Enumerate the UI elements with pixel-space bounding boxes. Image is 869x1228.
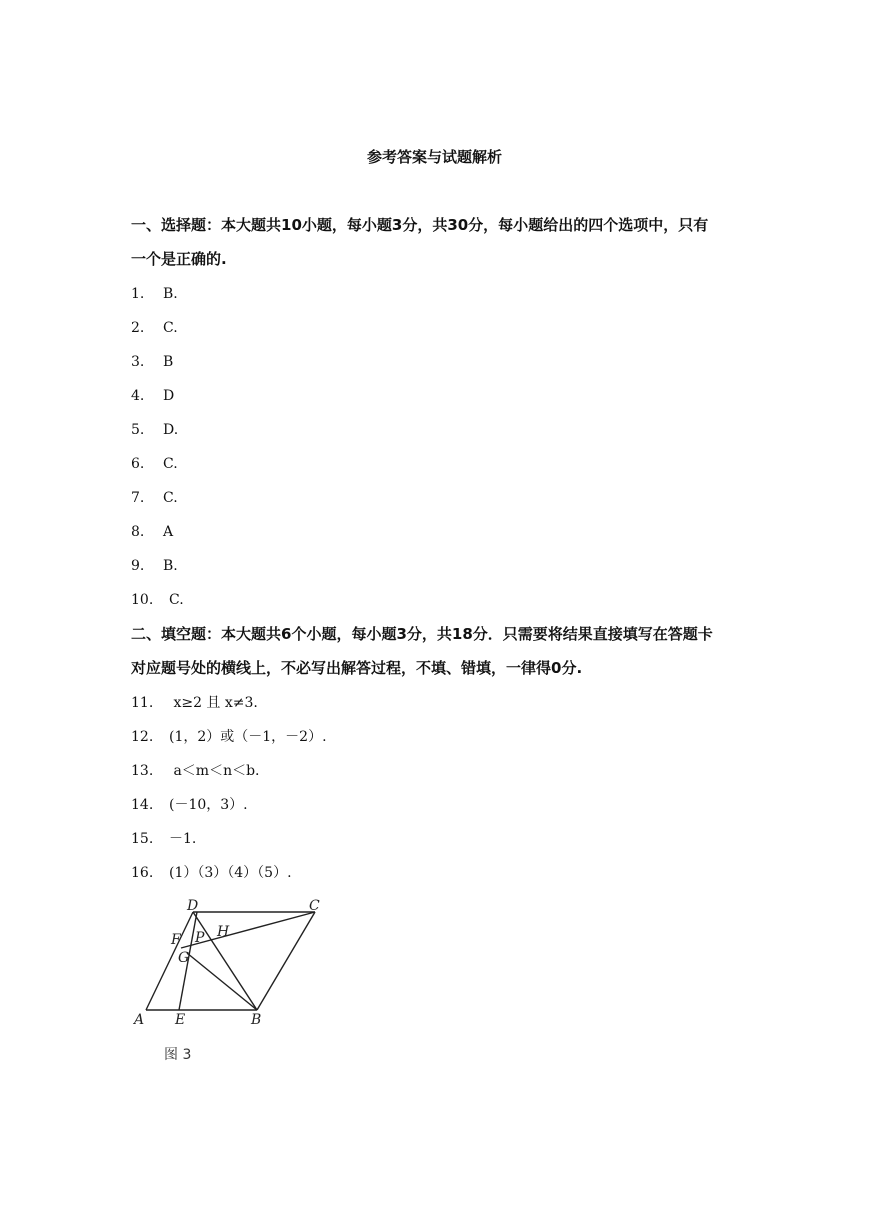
label-C: C — [309, 898, 320, 914]
answer-item — [131, 761, 260, 781]
answer-number: 15. — [131, 831, 154, 847]
answer-number: 6. — [131, 456, 145, 472]
answer-item — [131, 795, 248, 815]
answer-item — [131, 318, 178, 338]
answer-number: 12. — [131, 729, 154, 745]
answer-number: 13. — [131, 763, 154, 779]
answer-value: C. — [163, 456, 178, 472]
label-D: D — [187, 898, 199, 914]
answer-number: 3. — [131, 354, 145, 370]
label-H: H — [217, 924, 230, 940]
answer-value: D — [163, 388, 175, 404]
answer-value: B. — [163, 286, 178, 302]
label-B: B — [251, 1012, 262, 1028]
answer-number: 11. — [131, 695, 154, 711]
answer-value: －1. — [169, 831, 197, 847]
label-P: P — [195, 930, 205, 946]
answer-value: D. — [163, 422, 179, 438]
segment-GB — [187, 953, 257, 1010]
answer-value: a＜m＜n＜b. — [169, 763, 260, 779]
answer-item — [131, 454, 178, 474]
answer-item — [131, 386, 174, 406]
answer-item — [131, 352, 173, 372]
answer-item — [131, 556, 178, 576]
answer-number: 8. — [131, 524, 145, 540]
answer-value: B. — [163, 558, 178, 574]
answer-item — [131, 488, 178, 508]
label-E: E — [175, 1012, 186, 1028]
answer-value: (1）（3）（4）（5）. — [169, 865, 292, 881]
geometry-figure — [131, 896, 321, 1064]
answer-value: (－10，3）. — [169, 797, 248, 813]
section-2-heading — [131, 617, 751, 685]
answer-item — [131, 863, 292, 883]
label-A: A — [134, 1012, 145, 1028]
answer-value: x≥2 且 x≠3. — [169, 695, 258, 711]
section-1-line-2: 一个是正确的. — [131, 250, 227, 268]
answer-value: A — [163, 524, 174, 540]
answer-item — [131, 829, 196, 849]
answer-item — [131, 284, 178, 304]
section-2-line-2: 对应题号处的横线上，不必写出解答过程，不填、错填，一律得0分. — [131, 659, 583, 677]
answer-number: 1. — [131, 286, 145, 302]
answer-value: C. — [163, 320, 178, 336]
parallelogram-diagram — [131, 896, 321, 1046]
label-F: F — [171, 932, 181, 948]
answer-number: 5. — [131, 422, 145, 438]
section-2-line-1: 二、填空题：本大题共6个小题，每小题3分，共18分．只需要将结果直接填写在答题卡 — [131, 625, 713, 643]
answer-value: C. — [169, 592, 184, 608]
answer-number: 7. — [131, 490, 145, 506]
figure-caption: 图 3 — [164, 1047, 192, 1063]
answer-item — [131, 522, 173, 542]
section-1-heading — [131, 208, 751, 276]
answer-number: 10. — [131, 592, 154, 608]
section-1-line-1: 一、选择题：本大题共10小题，每小题3分，共30分，每小题给出的四个选项中，只有 — [131, 216, 709, 234]
answer-item — [131, 727, 327, 747]
answer-item — [131, 590, 184, 610]
answer-value: (1，2）或（－1，－2）. — [169, 729, 327, 745]
answer-number: 14. — [131, 797, 154, 813]
answer-number: 2. — [131, 320, 145, 336]
answer-value: C. — [163, 490, 178, 506]
answer-item — [131, 693, 258, 713]
answer-number: 4. — [131, 388, 145, 404]
answer-number: 9. — [131, 558, 145, 574]
answer-number: 16. — [131, 865, 154, 881]
label-G: G — [178, 950, 190, 966]
page-title: 参考答案与试题解析 — [366, 148, 502, 166]
answer-item — [131, 420, 178, 440]
segment-CB — [257, 912, 315, 1010]
answer-value: B — [163, 354, 174, 370]
